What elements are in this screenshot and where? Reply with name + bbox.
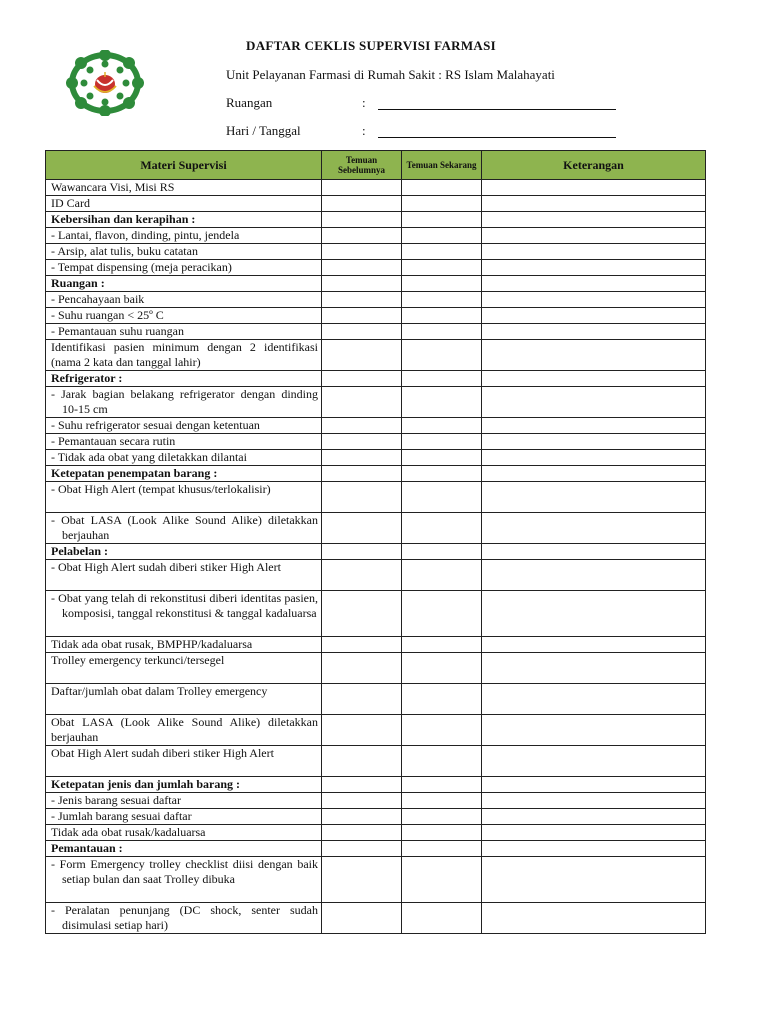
keterangan-cell[interactable] [482,544,706,560]
materi-text: - Pemantauan secara rutin [51,434,176,448]
keterangan-cell[interactable] [482,244,706,260]
table-row [46,825,706,841]
table-row [46,196,706,212]
materi-cell [46,544,322,560]
temuan-sekarang-cell[interactable] [402,513,482,544]
temuan-sekarang-cell[interactable] [402,560,482,591]
materi-cell [46,276,322,292]
checklist-table [45,150,706,934]
materi-cell [46,196,322,212]
materi-cell [46,841,322,857]
table-row [46,653,706,684]
materi-cell [46,560,322,591]
temuan-sekarang-cell[interactable] [402,450,482,466]
hari-tanggal-input-line[interactable] [378,137,616,138]
materi-cell [46,212,322,228]
materi-cell [46,434,322,450]
temuan-sekarang-cell[interactable] [402,653,482,684]
unit-line: Unit Pelayanan Farmasi di Rumah Sakit : RS Islam Malahayati [226,67,555,82]
temuan-sekarang-cell[interactable] [402,684,482,715]
keterangan-cell[interactable] [482,228,706,244]
col-keterangan: Keterangan [482,151,706,180]
keterangan-cell[interactable] [482,434,706,450]
materi-cell [46,450,322,466]
temuan-sekarang-cell[interactable] [402,544,482,560]
hari-tanggal-label: Hari / Tanggal [226,123,301,138]
keterangan-cell[interactable] [482,212,706,228]
hari-tanggal-field[interactable] [226,123,366,139]
materi-text: Obat LASA (Look Alike Sound Alike) diletakkan berjauhan [51,715,318,744]
temuan-sekarang-cell[interactable] [402,387,482,418]
table-row [46,513,706,544]
materi-cell [46,387,322,418]
keterangan-cell[interactable] [482,450,706,466]
temuan-sebelumnya-cell[interactable] [322,450,402,466]
materi-cell [46,637,322,653]
materi-text: Ketepatan jenis dan jumlah barang : [51,777,241,791]
temuan-sekarang-cell[interactable] [402,809,482,825]
temuan-sekarang-cell[interactable] [402,371,482,387]
materi-cell [46,903,322,934]
temuan-sebelumnya-cell[interactable] [322,196,402,212]
temuan-sebelumnya-cell[interactable] [322,715,402,746]
temuan-sebelumnya-cell[interactable] [322,841,402,857]
materi-text: - Suhu refrigerator sesuai dengan ketentuan [51,418,260,432]
temuan-sebelumnya-cell[interactable] [322,260,402,276]
table-row [46,544,706,560]
temuan-sebelumnya-cell[interactable] [322,434,402,450]
materi-text: Obat High Alert sudah diberi stiker High Alert [51,746,274,760]
materi-text: Pemantauan : [51,841,123,855]
temuan-sebelumnya-cell[interactable] [322,482,402,513]
materi-text: Identifikasi pasien minimum dengan 2 identifikasi (nama 2 kata dan tanggal lahir) [51,340,318,369]
keterangan-cell[interactable] [482,841,706,857]
table-row [46,292,706,308]
keterangan-cell[interactable] [482,560,706,591]
temuan-sekarang-cell[interactable] [402,793,482,809]
table-row [46,434,706,450]
temuan-sekarang-cell[interactable] [402,591,482,637]
keterangan-cell[interactable] [482,825,706,841]
materi-cell [46,684,322,715]
table-body [46,180,706,934]
keterangan-cell[interactable] [482,684,706,715]
temuan-sebelumnya-cell[interactable] [322,544,402,560]
temuan-sekarang-cell[interactable] [402,324,482,340]
table-row [46,793,706,809]
temuan-sekarang-cell[interactable] [402,857,482,903]
temuan-sebelumnya-cell[interactable] [322,212,402,228]
materi-text: Kebersihan dan kerapihan : [51,212,196,226]
temuan-sekarang-cell[interactable] [402,777,482,793]
materi-text: Wawancara Visi, Misi RS [51,180,175,194]
keterangan-cell[interactable] [482,308,706,324]
materi-cell [46,466,322,482]
temuan-sebelumnya-cell[interactable] [322,637,402,653]
materi-text: - Tempat dispensing (meja peracikan) [51,260,232,274]
keterangan-cell[interactable] [482,857,706,903]
materi-text: - Form Emergency trolley checklist diisi dengan baik setiap bulan dan saat Trolley dibuka [51,857,318,886]
materi-cell [46,809,322,825]
temuan-sekarang-cell[interactable] [402,292,482,308]
materi-text: - Suhu ruangan < 25º C [51,308,164,322]
table-row [46,276,706,292]
keterangan-cell[interactable] [482,809,706,825]
table-row [46,684,706,715]
materi-cell [46,777,322,793]
keterangan-cell[interactable] [482,466,706,482]
keterangan-cell[interactable] [482,637,706,653]
temuan-sekarang-cell[interactable] [402,212,482,228]
temuan-sekarang-cell[interactable] [402,196,482,212]
materi-text: - Obat LASA (Look Alike Sound Alike) diletakkan berjauhan [51,513,318,542]
materi-cell [46,324,322,340]
temuan-sekarang-cell[interactable] [402,482,482,513]
temuan-sebelumnya-cell[interactable] [322,228,402,244]
temuan-sekarang-cell[interactable] [402,637,482,653]
table-row [46,777,706,793]
table-row [46,903,706,934]
col-temuan-sebelumnya: Temuan Sebelumnya [322,151,402,180]
keterangan-cell[interactable] [482,324,706,340]
temuan-sekarang-cell[interactable] [402,308,482,324]
table-row [46,260,706,276]
temuan-sebelumnya-cell[interactable] [322,466,402,482]
materi-text: - Jarak bagian belakang refrigerator dengan dinding 10-15 cm [51,387,318,416]
materi-text: Tidak ada obat rusak, BMPHP/kadaluarsa [51,637,253,651]
temuan-sebelumnya-cell[interactable] [322,857,402,903]
table-row [46,324,706,340]
temuan-sekarang-cell[interactable] [402,418,482,434]
materi-text: Refrigerator : [51,371,123,385]
temuan-sebelumnya-cell[interactable] [322,308,402,324]
keterangan-cell[interactable] [482,371,706,387]
temuan-sebelumnya-cell[interactable] [322,809,402,825]
materi-text: Daftar/jumlah obat dalam Trolley emergency [51,684,268,698]
table-row [46,809,706,825]
temuan-sebelumnya-cell[interactable] [322,746,402,777]
temuan-sekarang-cell[interactable] [402,244,482,260]
hospital-logo-icon [64,50,146,116]
table-row [46,212,706,228]
keterangan-cell[interactable] [482,292,706,308]
materi-cell [46,371,322,387]
table-header-row [46,151,706,180]
table-row [46,450,706,466]
materi-cell [46,340,322,371]
materi-text: - Pemantauan suhu ruangan [51,324,184,338]
materi-cell [46,180,322,196]
keterangan-cell[interactable] [482,591,706,637]
temuan-sekarang-cell[interactable] [402,903,482,934]
materi-cell [46,653,322,684]
table-row [46,180,706,196]
table-row [46,841,706,857]
temuan-sebelumnya-cell[interactable] [322,324,402,340]
temuan-sekarang-cell[interactable] [402,340,482,371]
materi-cell [46,482,322,513]
temuan-sebelumnya-cell[interactable] [322,825,402,841]
temuan-sebelumnya-cell[interactable] [322,513,402,544]
temuan-sebelumnya-cell[interactable] [322,777,402,793]
materi-text: - Pencahayaan baik [51,292,145,306]
temuan-sekarang-cell[interactable] [402,276,482,292]
table-row [46,466,706,482]
temuan-sebelumnya-cell[interactable] [322,591,402,637]
table-row [46,340,706,371]
materi-text: Trolley emergency terkunci/tersegel [51,653,225,667]
materi-text: - Lantai, flavon, dinding, pintu, jendela [51,228,240,242]
materi-cell [46,746,322,777]
table-row [46,715,706,746]
materi-text: Ketepatan penempatan barang : [51,466,218,480]
materi-cell [46,418,322,434]
temuan-sebelumnya-cell[interactable] [322,180,402,196]
materi-text: - Jumlah barang sesuai daftar [51,809,192,823]
materi-cell [46,260,322,276]
temuan-sekarang-cell[interactable] [402,466,482,482]
temuan-sekarang-cell[interactable] [402,260,482,276]
temuan-sebelumnya-cell[interactable] [322,903,402,934]
keterangan-cell[interactable] [482,196,706,212]
temuan-sebelumnya-cell[interactable] [322,292,402,308]
table-row [46,244,706,260]
table-row [46,228,706,244]
keterangan-cell[interactable] [482,793,706,809]
temuan-sekarang-cell[interactable] [402,228,482,244]
keterangan-cell[interactable] [482,340,706,371]
materi-text: Tidak ada obat rusak/kadaluarsa [51,825,206,839]
table-row [46,857,706,903]
materi-text: - Obat yang telah di rekonstitusi diberi identitas pasien, komposisi, tanggal rekonstitusi & tanggal kadaluarsa [51,591,318,620]
keterangan-cell[interactable] [482,260,706,276]
keterangan-cell[interactable] [482,387,706,418]
temuan-sekarang-cell[interactable] [402,746,482,777]
materi-text: ID Card [51,196,90,210]
keterangan-cell[interactable] [482,746,706,777]
ruangan-label: Ruangan [226,95,273,110]
materi-cell [46,244,322,260]
temuan-sebelumnya-cell[interactable] [322,340,402,371]
temuan-sekarang-cell[interactable] [402,715,482,746]
temuan-sekarang-cell[interactable] [402,434,482,450]
ruangan-field[interactable] [226,95,366,111]
materi-cell [46,591,322,637]
materi-text: - Obat High Alert (tempat khusus/terlokalisir) [51,482,271,496]
temuan-sebelumnya-cell[interactable] [322,387,402,418]
materi-cell [46,308,322,324]
table-row [46,418,706,434]
temuan-sebelumnya-cell[interactable] [322,244,402,260]
keterangan-cell[interactable] [482,777,706,793]
keterangan-cell[interactable] [482,482,706,513]
temuan-sebelumnya-cell[interactable] [322,276,402,292]
document-title: DAFTAR CEKLIS SUPERVISI FARMASI [246,38,496,53]
keterangan-cell[interactable] [482,276,706,292]
table-row [46,746,706,777]
materi-text: - Arsip, alat tulis, buku catatan [51,244,198,258]
materi-cell [46,513,322,544]
table-row [46,482,706,513]
col-temuan-sekarang: Temuan Sekarang [402,151,482,180]
materi-cell [46,715,322,746]
materi-cell [46,292,322,308]
materi-cell [46,793,322,809]
materi-cell [46,825,322,841]
keterangan-cell[interactable] [482,653,706,684]
table-row [46,371,706,387]
temuan-sebelumnya-cell[interactable] [322,418,402,434]
temuan-sebelumnya-cell[interactable] [322,560,402,591]
materi-text: - Peralatan penunjang (DC shock, senter sudah disimulasi setiap hari) [51,903,318,932]
keterangan-cell[interactable] [482,418,706,434]
temuan-sekarang-cell[interactable] [402,841,482,857]
temuan-sebelumnya-cell[interactable] [322,793,402,809]
keterangan-cell[interactable] [482,903,706,934]
materi-text: - Tidak ada obat yang diletakkan dilantai [51,450,247,464]
hari-tanggal-colon: : [362,123,366,138]
table-row [46,560,706,591]
temuan-sebelumnya-cell[interactable] [322,371,402,387]
temuan-sebelumnya-cell[interactable] [322,684,402,715]
materi-cell [46,228,322,244]
table-row [46,591,706,637]
materi-text: Ruangan : [51,276,105,290]
materi-text: - Jenis barang sesuai daftar [51,793,181,807]
keterangan-cell[interactable] [482,513,706,544]
table-row [46,387,706,418]
ruangan-colon: : [362,95,366,110]
col-materi-supervisi: Materi Supervisi [46,151,322,180]
materi-cell [46,857,322,903]
table-row [46,637,706,653]
temuan-sekarang-cell[interactable] [402,825,482,841]
materi-text: - Obat High Alert sudah diberi stiker High Alert [51,560,281,574]
ruangan-input-line[interactable] [378,109,616,110]
temuan-sebelumnya-cell[interactable] [322,653,402,684]
keterangan-cell[interactable] [482,715,706,746]
temuan-sekarang-cell[interactable] [402,180,482,196]
materi-text: Pelabelan : [51,544,108,558]
table-row [46,308,706,324]
keterangan-cell[interactable] [482,180,706,196]
